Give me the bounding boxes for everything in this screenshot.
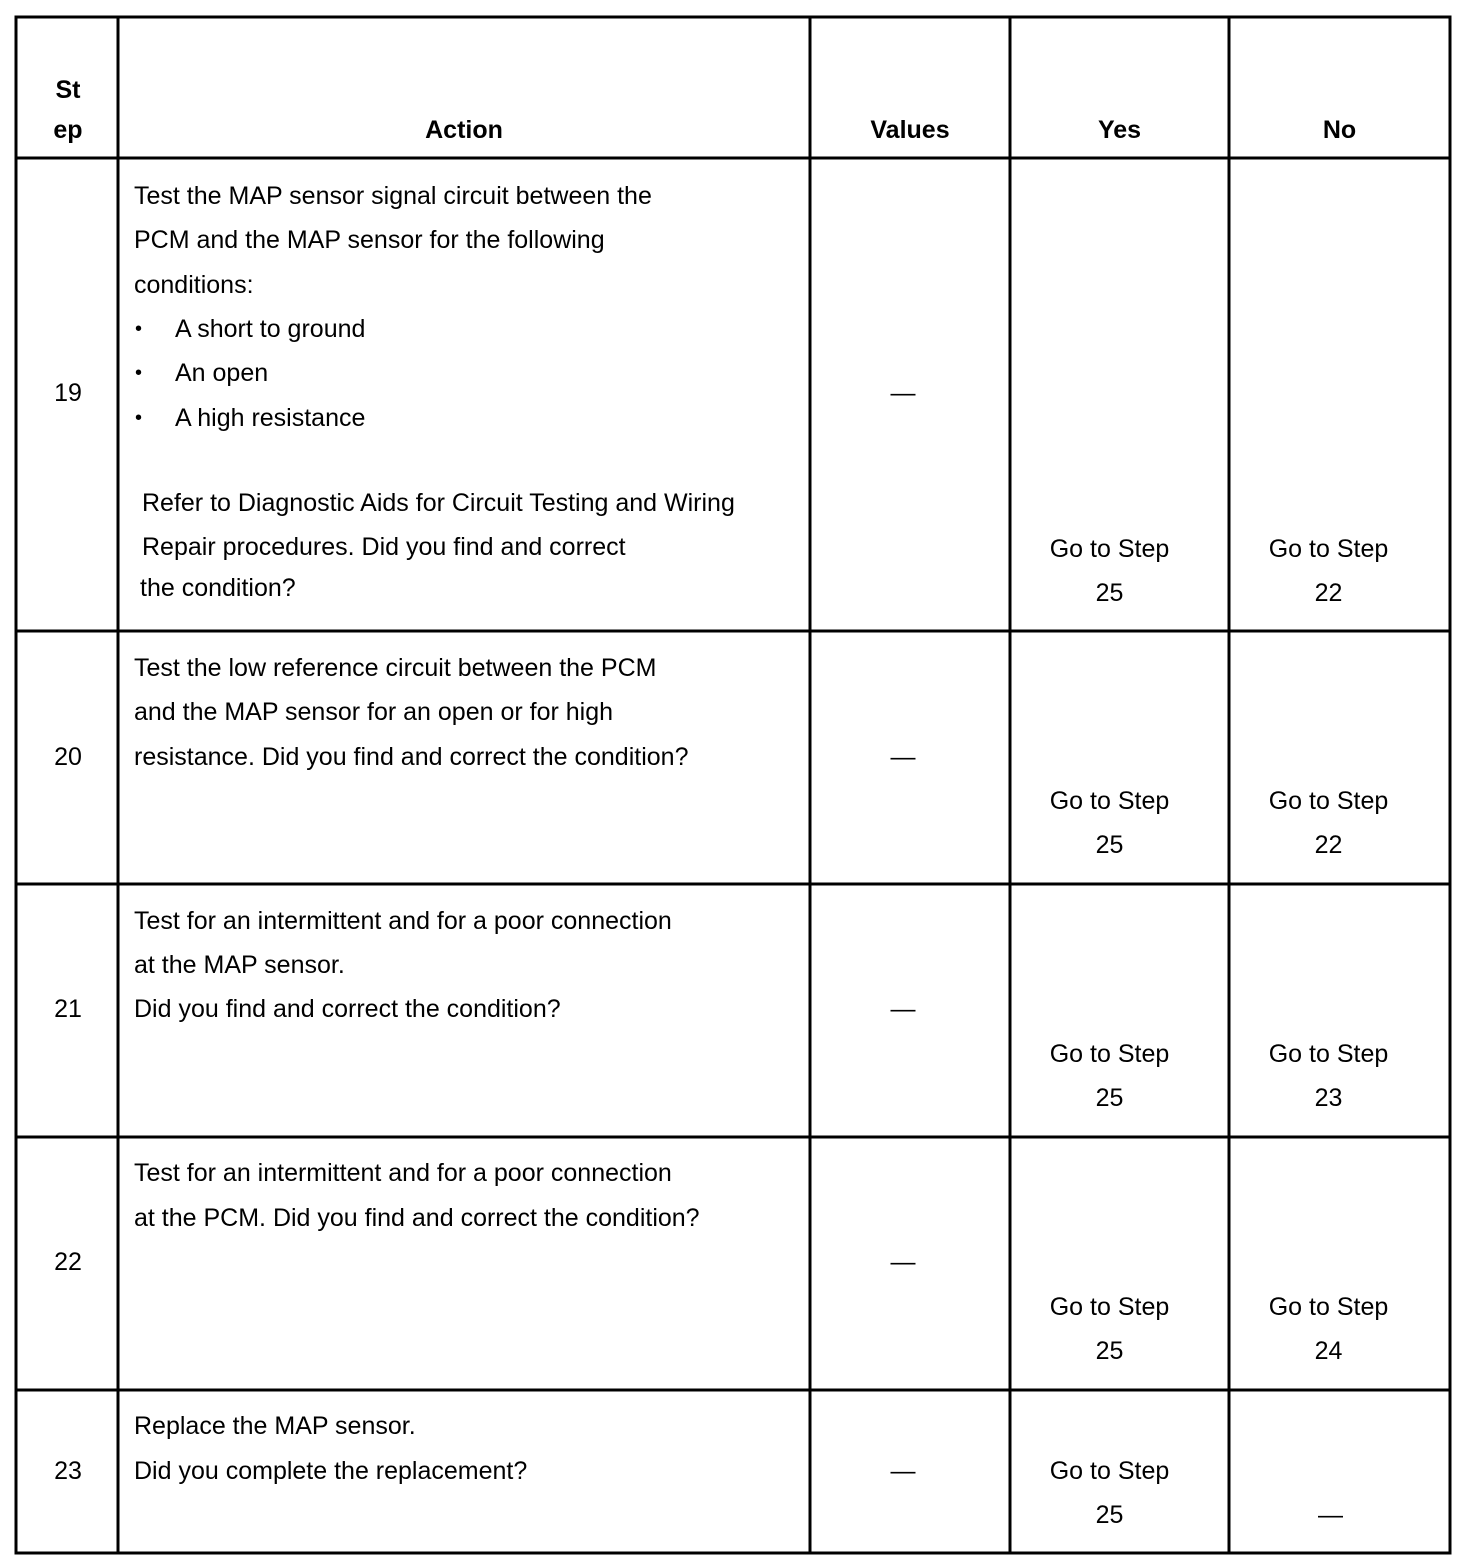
note-line: Refer to Diagnostic Aids for Circuit Testing and Wiring xyxy=(142,489,735,517)
values-cell: — xyxy=(890,995,916,1023)
header-no: No xyxy=(1322,116,1357,144)
action-line: at the PCM. Did you find and correct the condition? xyxy=(134,1204,700,1232)
action-line: Test for an intermittent and for a poor connection xyxy=(134,907,672,935)
step-number: 20 xyxy=(54,743,82,771)
yes-cell-line2: 25 xyxy=(1095,579,1124,607)
no-cell-line1: Go to Step xyxy=(1268,1293,1389,1321)
yes-cell-line2: 25 xyxy=(1095,831,1124,859)
header-step-line1: St xyxy=(55,76,81,104)
action-line: resistance. Did you find and correct the condition? xyxy=(134,743,689,771)
no-cell-line2: 22 xyxy=(1314,579,1343,607)
yes-cell-line1: Go to Step xyxy=(1049,1457,1170,1485)
yes-cell-line1: Go to Step xyxy=(1049,787,1170,815)
no-cell-line1: Go to Step xyxy=(1268,1040,1389,1068)
yes-cell-line2: 25 xyxy=(1095,1084,1124,1112)
note-line: Repair procedures. Did you find and correct xyxy=(142,533,626,561)
yes-cell-line2: 25 xyxy=(1095,1501,1124,1529)
step-number: 22 xyxy=(54,1248,82,1276)
action-line: Did you complete the replacement? xyxy=(134,1457,528,1485)
values-cell: — xyxy=(890,379,916,407)
no-cell-line2: 23 xyxy=(1314,1084,1343,1112)
action-line: Replace the MAP sensor. xyxy=(134,1412,416,1440)
action-line: at the MAP sensor. xyxy=(134,951,345,979)
note-line: the condition? xyxy=(140,574,296,602)
action-line: Did you find and correct the condition? xyxy=(134,995,561,1023)
values-cell: — xyxy=(890,1457,916,1485)
step-number: 21 xyxy=(54,995,82,1023)
action-line: PCM and the MAP sensor for the following xyxy=(134,226,605,254)
list-item-text: A short to ground xyxy=(175,315,366,343)
bullet-icon: • xyxy=(135,362,143,384)
step-number: 19 xyxy=(54,379,82,407)
no-cell-line2: 24 xyxy=(1314,1337,1343,1365)
header-yes: Yes xyxy=(1097,116,1142,144)
yes-cell-line1: Go to Step xyxy=(1049,535,1170,563)
action-line: Test the low reference circuit between the PCM xyxy=(134,654,657,682)
bullet-icon: • xyxy=(135,407,143,429)
yes-cell-line1: Go to Step xyxy=(1049,1293,1170,1321)
action-line: Test the MAP sensor signal circuit between the xyxy=(134,182,652,210)
yes-cell-line1: Go to Step xyxy=(1049,1040,1170,1068)
action-line: conditions: xyxy=(134,271,254,299)
no-cell: — xyxy=(1318,1501,1343,1529)
no-cell-line1: Go to Step xyxy=(1268,787,1389,815)
step-number: 23 xyxy=(54,1457,82,1485)
header-step-line2: ep xyxy=(53,116,83,144)
yes-cell-line2: 25 xyxy=(1095,1337,1124,1365)
list-item-text: A high resistance xyxy=(175,404,366,432)
action-line: and the MAP sensor for an open or for high xyxy=(134,698,614,726)
values-cell: — xyxy=(890,1248,916,1276)
values-cell: — xyxy=(890,743,916,771)
action-line: Test for an intermittent and for a poor connection xyxy=(134,1159,672,1187)
no-cell-line2: 22 xyxy=(1314,831,1343,859)
header-action: Action xyxy=(425,116,503,144)
no-cell-line1: Go to Step xyxy=(1268,535,1389,563)
bullet-icon: • xyxy=(135,318,143,340)
list-item-text: An open xyxy=(175,359,269,387)
header-values: Values xyxy=(870,116,950,144)
